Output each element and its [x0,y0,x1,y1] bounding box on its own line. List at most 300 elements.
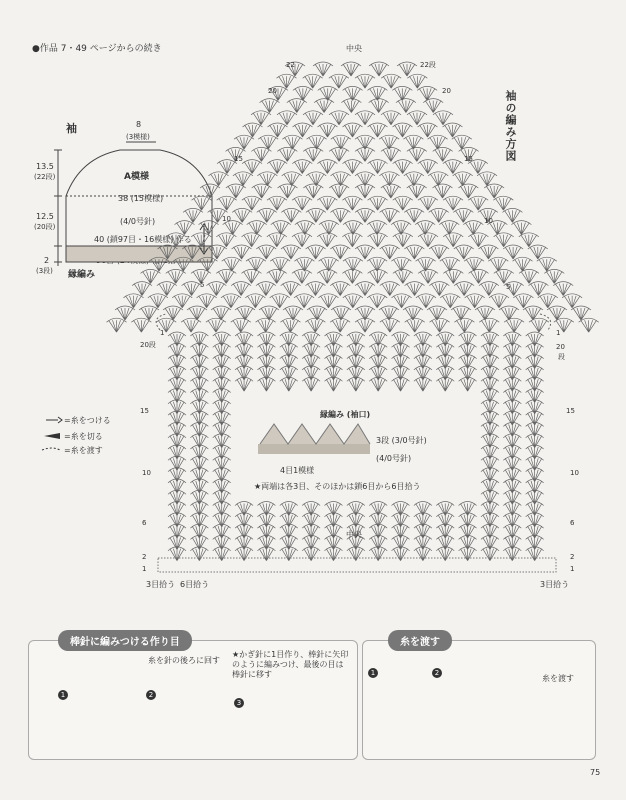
fan-stitch [213,343,231,357]
fan-stitch [436,332,454,346]
fan-stitch [324,343,342,357]
fan-stitch [459,502,477,516]
fan-stitch [235,535,253,549]
fan-stitch [379,135,399,149]
fan-stitch [481,468,499,482]
fan-stitch [277,74,297,88]
fan-stitch [503,513,521,527]
fan-stitch [407,74,427,88]
fan-stitch [553,282,573,296]
fan-stitch [235,377,253,391]
fan-stitch [302,535,320,549]
caption-behind: 糸を針の後ろに回す [148,656,220,665]
fan-stitch [294,257,314,271]
fan-stitch [190,479,208,493]
page-number: 75 [590,768,601,777]
fan-stitch [488,257,508,271]
fan-stitch [436,366,454,380]
fan-stitch [528,282,548,296]
row-label-right: 1 [570,565,575,573]
fan-stitch [282,135,302,149]
fan-stitch [324,355,342,369]
fan-stitch [407,111,427,125]
fan-stitch [369,535,387,549]
fan-stitch [222,257,242,271]
fan-stitch [243,123,263,137]
fan-stitch [213,456,231,470]
row-label-left: 10 [222,215,231,223]
fan-stitch [213,366,231,380]
fan-stitch [526,343,544,357]
fan-stitch [454,245,474,259]
fan-stitch [418,233,438,247]
fan-stitch [183,208,203,222]
fan-stitch [280,355,298,369]
fan-stitch [355,245,375,259]
fan-stitch [407,184,427,198]
fan-stitch [115,306,135,320]
fan-stitch [414,377,432,391]
fan-stitch [414,513,432,527]
fan-stitch [526,535,544,549]
fan-stitch [529,318,549,332]
fan-stitch [192,196,212,210]
fan-stitch [392,294,412,308]
fan-stitch [526,332,544,346]
fan-stitch [481,422,499,436]
fan-stitch [380,208,400,222]
fan-stitch [256,282,276,296]
pick-right: 3目拾う [540,580,570,589]
fan-stitch [503,355,521,369]
fan-stitch [168,445,186,459]
row-label-right: 6 [570,519,575,527]
fan-stitch [251,147,271,161]
fan-stitch [355,318,375,332]
pick-mid: 6目拾う [180,580,210,589]
fan-stitch [292,196,312,210]
fan-stitch [306,172,326,186]
row-label-left: 2 [142,553,147,561]
fan-stitch [168,490,186,504]
fan-stitch [245,294,265,308]
fan-stitch [503,524,521,538]
fan-stitch [317,196,337,210]
fan-stitch [257,332,275,346]
fan-stitch [468,196,488,210]
fan-stitch [281,208,301,222]
row-label-right: 2 [570,553,575,561]
edging-repeat: 4目1模様 [280,466,315,475]
fan-stitch [324,535,342,549]
fan-stitch [481,490,499,504]
fan-stitch [280,377,298,391]
fan-stitch [303,184,323,198]
fan-stitch [392,343,410,357]
fan-stitch [503,332,521,346]
fan-stitch [481,535,499,549]
fan-stitch [503,422,521,436]
edging-row1: (4/0号針) [376,454,412,463]
fan-stitch [418,160,438,174]
pattern-label: A模様 [124,172,149,182]
fan-stitch [168,377,186,391]
fan-stitch [463,221,483,235]
fan-stitch [277,147,297,161]
fan-stitch [132,282,152,296]
fan-stitch [257,535,275,549]
fan-stitch [459,355,477,369]
fan-stitch [347,377,365,391]
fan-stitch [414,535,432,549]
fan-stitch [235,332,253,346]
fan-stitch [213,377,231,391]
fan-stitch [305,282,325,296]
top-width-sub: (3模様) [126,133,150,141]
fan-stitch [526,377,544,391]
fan-stitch [247,221,267,235]
fan-stitch [206,282,226,296]
fan-stitch [302,513,320,527]
fan-stitch [168,434,186,448]
fan-stitch [479,318,499,332]
carry-yarn-panel [362,640,596,760]
fan-stitch [307,306,327,320]
fan-stitch [503,377,521,391]
fan-stitch [168,332,186,346]
fan-stitch [281,245,301,259]
fan-stitch [213,479,231,493]
fan-stitch [283,306,303,320]
carry-title: 糸を渡す [388,630,452,651]
fan-stitch [168,479,186,493]
fan-stitch [403,306,423,320]
row-label-left: 1 [142,565,147,573]
fan-stitch [190,535,208,549]
fan-stitch [459,524,477,538]
fan-stitch [436,502,454,516]
fan-stitch [319,257,339,271]
fan-stitch [324,513,342,527]
fan-stitch [503,535,521,549]
fan-stitch [131,318,151,332]
fan-stitch [168,502,186,516]
row-label-right: 22段 [420,61,436,69]
rib-height: 2 [44,256,50,265]
fan-stitch [369,332,387,346]
fan-stitch [324,332,342,346]
fan-stitch [429,208,449,222]
fan-stitch [107,318,127,332]
fan-stitch [526,366,544,380]
fan-stitch [414,366,432,380]
fan-stitch [503,490,521,504]
fan-stitch [168,422,186,436]
fan-stitch [302,377,320,391]
fan-stitch [481,377,499,391]
fan-stitch [330,282,350,296]
fan-stitch [443,196,463,210]
fan-stitch [494,233,514,247]
fan-stitch [190,389,208,403]
fan-stitch [418,196,438,210]
fan-stitch [526,490,544,504]
fan-stitch [302,366,320,380]
fan-stitch [459,547,477,561]
fan-stitch [124,294,144,308]
fan-stitch [392,355,410,369]
fan-stitch [489,294,509,308]
fan-stitch [293,123,313,137]
step-3-icon: 3 [234,698,244,708]
fan-stitch [213,332,231,346]
fan-stitch [217,196,237,210]
fan-stitch [454,282,474,296]
fan-stitch [281,282,301,296]
fan-stitch [475,306,495,320]
fan-stitch [282,172,302,186]
center-top: 中央 [346,44,362,53]
fan-stitch [292,269,312,283]
fan-stitch [416,257,436,271]
fan-stitch [216,269,236,283]
fan-stitch [526,513,544,527]
fan-stitch [503,445,521,459]
fan-stitch [213,400,231,414]
fan-stitch [393,160,413,174]
fan-stitch [392,377,410,391]
fan-stitch [329,111,349,125]
fan-stitch [213,355,231,369]
fan-stitch [502,208,522,222]
fan-stitch [168,524,186,538]
fan-stitch [246,257,266,271]
fan-stitch [234,135,254,149]
fan-stitch [478,245,498,259]
fan-stitch [231,282,251,296]
carry-yarn-icon [42,448,60,450]
width-line: 38 (15模様) [118,194,164,203]
fan-stitch [329,74,349,88]
fan-stitch [307,135,327,149]
fan-stitch [287,99,307,113]
fan-stitch [221,294,241,308]
fan-stitch [459,332,477,346]
fan-stitch [436,377,454,391]
fan-stitch [313,62,333,76]
fan-stitch [347,366,365,380]
edging-chart [258,424,370,454]
fan-stitch [302,343,320,357]
fan-stitch [519,233,539,247]
fan-stitch [481,479,499,493]
fan-stitch [414,343,432,357]
fan-stitch [436,524,454,538]
fan-stitch [190,332,208,346]
cut-yarn-icon [44,433,60,439]
fan-stitch [355,282,375,296]
fan-stitch [392,513,410,527]
fan-stitch [341,99,361,113]
fan-stitch [415,221,435,235]
fan-stitch [280,524,298,538]
fan-stitch [331,172,351,186]
fan-stitch [443,123,463,137]
fan-stitch [503,343,521,357]
fan-stitch [314,99,334,113]
fan-stitch [331,135,351,149]
fan-stitch [369,524,387,538]
fan-stitch [369,343,387,357]
fan-stitch [303,147,323,161]
fan-stitch [280,502,298,516]
fan-stitch [168,513,186,527]
fan-stitch [280,366,298,380]
fan-stitch [416,294,436,308]
fan-stitch [280,513,298,527]
step-2-icon: 2 [146,690,156,700]
fan-stitch [481,389,499,403]
fan-stitch [380,318,400,332]
fan-stitch [267,269,287,283]
fan-stitch [267,160,287,174]
fan-stitch [303,111,323,125]
fan-stitch [260,99,280,113]
fan-stitch [494,269,514,283]
center-bottom: 中央 [346,530,362,539]
fan-stitch [369,355,387,369]
fan-stitch [190,411,208,425]
fan-stitch [343,123,363,137]
fan-stitch [503,479,521,493]
row-label-left: 10 [142,469,151,477]
fan-stitch [418,123,438,137]
fan-stitch [190,400,208,414]
carry-step-1-icon: 1 [368,668,378,678]
fan-stitch [292,233,312,247]
fan-stitch [526,411,544,425]
fan-stitch [213,490,231,504]
fan-stitch [252,184,272,198]
fan-stitch [526,355,544,369]
fan-stitch [368,196,388,210]
fan-stitch [213,468,231,482]
fan-stitch [481,400,499,414]
row-label-right: 20 [442,87,451,95]
fan-stitch [392,547,410,561]
sleeve-outline [66,150,212,246]
fan-stitch [302,332,320,346]
fan-stitch [317,269,337,283]
fan-stitch [305,318,325,332]
fan-stitch [257,366,275,380]
fan-stitch [392,524,410,538]
fan-stitch [257,208,277,222]
fan-stitch [342,233,362,247]
fan-stitch [241,269,261,283]
fan-stitch [280,318,300,332]
fan-stitch [242,196,262,210]
fan-stitch [257,513,275,527]
fan-stitch [235,513,253,527]
fan-stitch [168,468,186,482]
fan-stitch [379,172,399,186]
fan-stitch [324,502,342,516]
fan-stitch [405,318,425,332]
fan-stitch [232,245,252,259]
fan-stitch [213,422,231,436]
fan-stitch [235,524,253,538]
fan-stitch [526,456,544,470]
fan-stitch [392,535,410,549]
row-label-left: 6 [142,519,147,527]
fan-stitch [190,502,208,516]
needle-label: (4/0号針) [120,217,156,226]
fan-stitch [190,445,208,459]
pick-left: 3目拾う [146,580,176,589]
top-width: 8 [136,120,142,129]
row-label-left: 15 [140,407,149,415]
fan-stitch [149,257,169,271]
fan-stitch [380,245,400,259]
fan-stitch [294,294,314,308]
fan-stitch [292,160,312,174]
fan-stitch [579,318,599,332]
fan-stitch [197,294,217,308]
fan-stitch [157,282,177,296]
row-label-right: 15 [464,155,473,163]
fan-stitch [226,184,246,198]
fan-stitch [427,306,447,320]
fan-stitch [213,513,231,527]
row-label-left: 15 [234,155,243,163]
fan-stitch [267,196,287,210]
fan-stitch [347,547,365,561]
fan-stitch [481,343,499,357]
fan-stitch [347,343,365,357]
fan-stitch [503,366,521,380]
fan-stitch [443,233,463,247]
fan-stitch [503,434,521,448]
fan-stitch [368,233,388,247]
fan-stitch [168,547,186,561]
fan-stitch [341,62,361,76]
fan-stitch [324,547,342,561]
fan-stitch [329,147,349,161]
edging-note: ★両端は各3目、そのほかは鎖6目から6目拾う [254,482,421,491]
row-label-right: 10 [484,217,493,225]
fan-stitch [439,221,459,235]
fan-stitch [190,355,208,369]
fan-stitch [191,233,211,247]
fan-stitch [318,294,338,308]
fan-stitch [451,306,471,320]
fan-stitch [319,221,339,235]
fan-stitch [342,196,362,210]
fan-stitch [405,282,425,296]
fan-stitch [368,160,388,174]
row-label-right: 1 [556,329,561,337]
fan-stitch [453,172,473,186]
fan-stitch [528,245,548,259]
fan-stitch [190,422,208,436]
caption-star: ★かぎ針に1目作り、棒針に矢印のように編みつけ、最後の目は棒針に移す [232,650,349,679]
fan-stitch [392,332,410,346]
fan-stitch [429,282,449,296]
fan-stitch [257,343,275,357]
fan-stitch [465,294,485,308]
fan-stitch [347,502,365,516]
